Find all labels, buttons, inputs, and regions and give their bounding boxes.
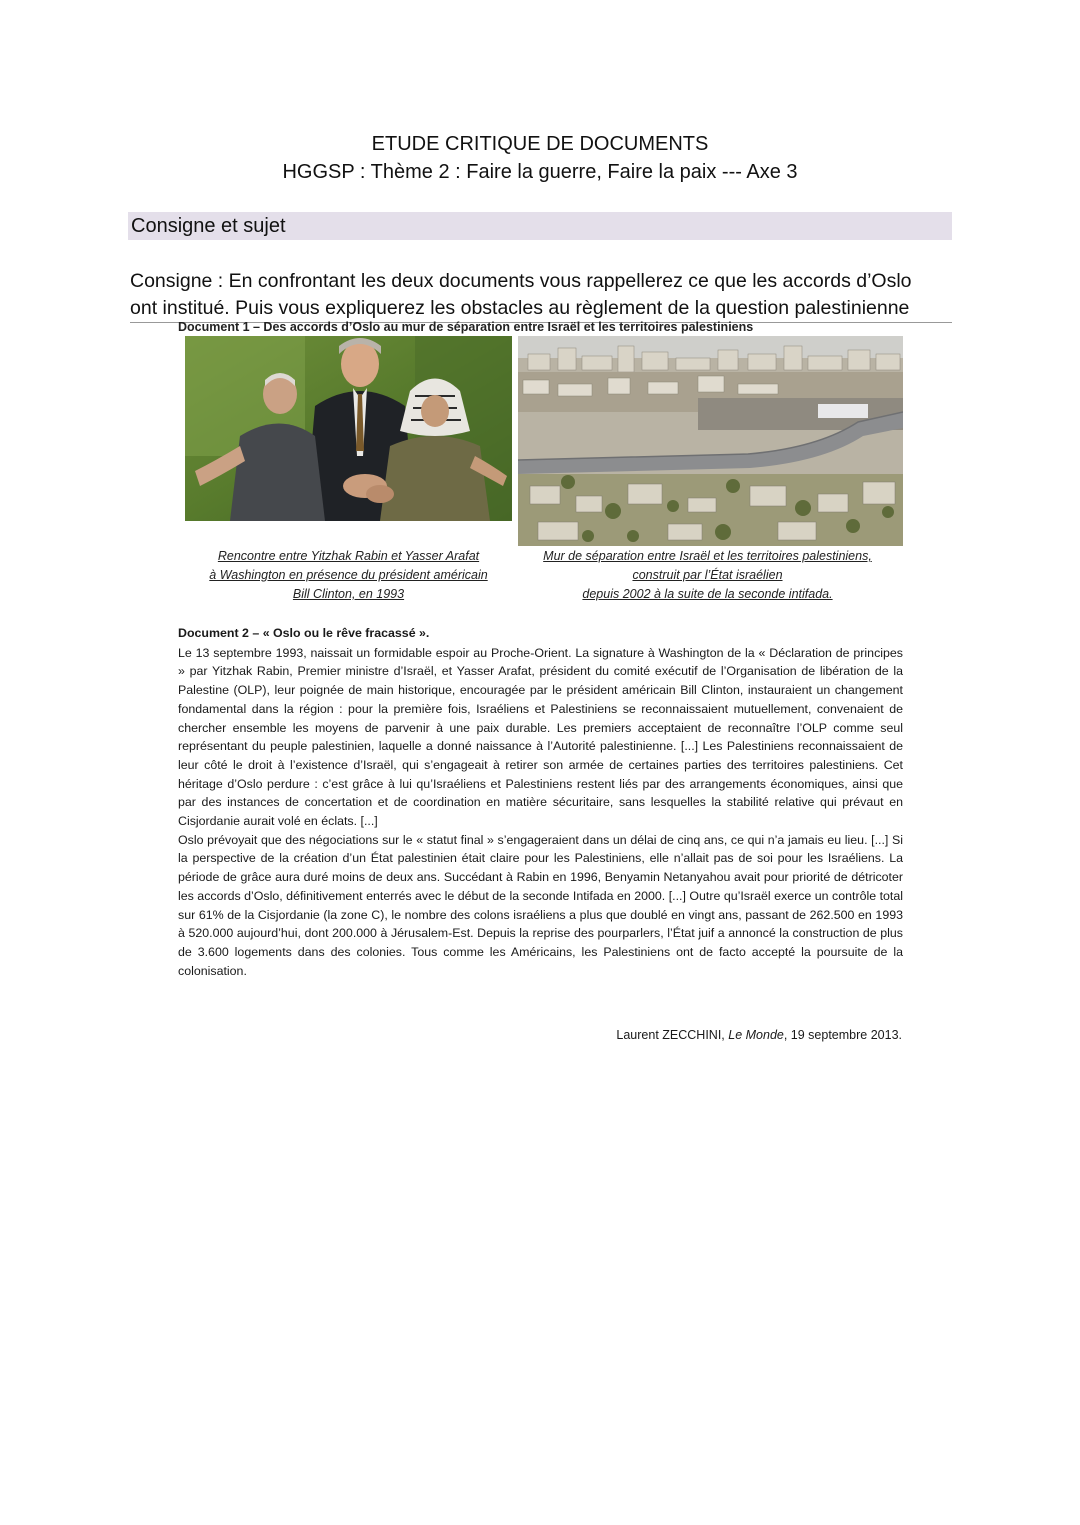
consigne-line-1: Consigne : En confrontant les deux documents vous rappellerez ce que les accords d’Oslo <box>130 270 912 292</box>
source-author: Laurent ZECCHINI, <box>616 1028 729 1042</box>
document-2-paragraph-2: Oslo prévoyait que des négociations sur le « statut final » s’engageraient dans un délai de cinq ans, ce qui n’a jamais eu lieu. [...] Si la perspective de la création d’un État palestinien était claire pour les Palestiniens, elle n’allait pas de soi pour les Israéliens. La période de grâce aura duré moins de deux ans. Succédant à Rabin en 1996, Benyamin Netanyahou avait pour priorité de détricoter les accords d’Oslo, définitivement enterrés avec le début de la seconde Intifada en 2000. [...] Outre qu’Israël exerce un contrôle total sur 61% de la Cisjordanie (la zone C), le nombre des colons israéliens a plus que doublé en vingt ans, passant de 262.500 en 1993 à 520.000 aujourd’hui, dont 200.000 à Jérusalem-Est. Depuis la reprise des pourparlers, l’État juif a annoncé la construction de plus de 3.600 logements dans des colonies. Tous comme les Américains, les Palestiniens ont de facto accepté la poursuite de la colonisation. <box>178 832 903 978</box>
source-date: , 19 septembre 2013. <box>783 1028 902 1042</box>
photo-1-caption-line-3: Bill Clinton, en 1993 <box>292 587 405 601</box>
document-header <box>0 130 1080 186</box>
consigne-text <box>130 268 960 322</box>
source-journal: Le Monde <box>728 1028 784 1042</box>
separation-wall-photo <box>518 336 903 546</box>
photo-1-caption <box>185 547 512 604</box>
page-title: ETUDE CRITIQUE DE DOCUMENTS <box>371 133 709 155</box>
handshake-photo <box>185 336 512 521</box>
page-subtitle: HGGSP : Thème 2 : Faire la guerre, Faire la paix --- Axe 3 <box>282 161 798 183</box>
photo-2-caption-line-1: Mur de séparation entre Israël et les territoires palestiniens, <box>543 549 872 563</box>
photo-1-caption-line-2: à Washington en présence du président américain <box>209 568 488 582</box>
section-heading-bar <box>128 212 952 240</box>
document-2-paragraph-1: Le 13 septembre 1993, naissait un formidable espoir au Proche-Orient. La signature à Washington de la « Déclaration de principes » par Yitzhak Rabin, Premier ministre d’Israël, et Yasser Arafat, président du comité exécutif de l’Organisation de libération de la Palestine (OLP), leur poignée de main historique, encouragée par le président américain Bill Clinton, instauraient un changement fondamental dans la région : pour la première fois, Israéliens et Palestiniens se reconnaissaient mutuellement, convenaient de chercher ensemble les moyens de parvenir à une paix durable. Les premiers acceptaient de reconnaître l’OLP comme seul représentant du peuple palestinien, laquelle a donné naissance à l’Autorité palestinienne. [...] Les Palestiniens reconnaissaient de leur côté le droit à l’existence d’Israël, qui s’engageait à retirer son armée de certaines parties des territoires palestiniens. Cet héritage d’Oslo perdure : c’est grâce à lui qu’Israéliens et Palestiniens restent liés par des arrangements économiques, ainsi que par des instances de concertation et de coordination en matière sécuritaire, sans lesquelles la stabilité relative qui prévaut en Cisjordanie aurait volé en éclats. [...] <box>178 645 903 829</box>
document-1-title: Document 1 – Des accords d’Oslo au mur de séparation entre Israël et les territoires palestiniens <box>178 320 754 334</box>
section-heading: Consigne et sujet <box>131 215 286 237</box>
document-2-source <box>616 1028 902 1042</box>
photo-1-caption-line-1: Rencontre entre Yitzhak Rabin et Yasser Arafat <box>217 549 480 563</box>
photo-2-caption <box>512 547 903 604</box>
consigne-line-2: ont institué. Puis vous expliquerez les obstacles au règlement de la question palestinienne <box>130 297 910 319</box>
document-2 <box>178 624 903 980</box>
photo-2-caption-line-3: depuis 2002 à la suite de la seconde intifada. <box>582 587 833 601</box>
document-2-title: Document 2 – « Oslo ou le rêve fracassé ». <box>178 626 430 640</box>
photo-2-caption-line-2: construit par l’État israélien <box>632 568 783 582</box>
